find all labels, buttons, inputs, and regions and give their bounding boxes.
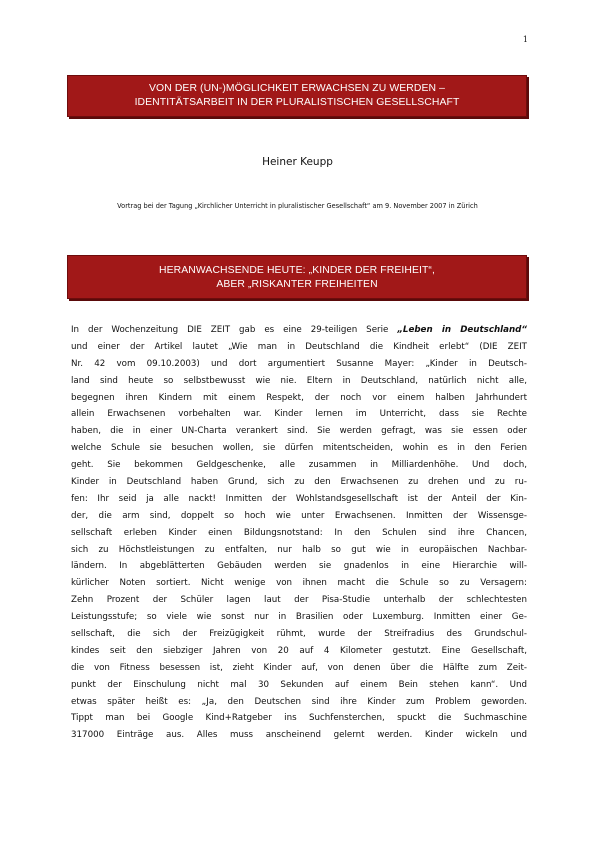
body-line: sich zu Höchstleistungen zu entfalten, nur halb so gut wie in europäischen Nachbar- <box>71 544 527 555</box>
body-line: haben, die in einer UN-Charta verankert sind. Sie werden gefragt, was sie essen oder <box>71 426 527 437</box>
body-line: etwas später heißt es: „Ja, den Deutschen sind ihre Kinder zum Problem geworden. <box>71 696 527 707</box>
title-banner <box>67 75 527 117</box>
body-line: ländern. In abgeblätterten Gebäuden werden sie gnadenlos in eine Hierarchie will- <box>71 561 527 572</box>
body-line: Leistungsstufe; so viele wie sonst nur in Brasilien oder Luxemburg. Inmitten einer Ge- <box>71 612 527 623</box>
body-line: der, die arm sind, doppelt so hoch wie unter Erwachsenen. Inmitten der Wissensge- <box>71 510 527 521</box>
section-banner <box>67 255 527 299</box>
body-line: Nr. 42 vom 09.10.2003) und dort argumentiert Susanne Mayer: „Kinder in Deutsch- <box>71 358 527 369</box>
body-line: fen: Ihr seid ja alle nackt! Inmitten der Wohlstandsgesellschaft ist der Anteil der Kin- <box>71 493 527 504</box>
body-line: Kinder in Deutschland haben Grund, sich zu den Erwachsenen zu drehen und zu ru- <box>71 477 527 488</box>
body-line: die von Fitness besessen ist, zieht Kinder auf, von denen über die Hälfte zum Zeit- <box>71 662 527 673</box>
lecture-subtitle: Vortrag bei der Tagung „Kirchlicher Unterricht in pluralistischer Gesellschaft“ am 9. November 2007 in Zürich <box>117 202 478 210</box>
section-line-1: HERANWACHSENDE HEUTE: „KINDER DER FREIHEIT“, <box>159 265 435 276</box>
title-line-2: IDENTITÄTSARBEIT IN DER PLURALISTISCHEN GESELLSCHAFT <box>134 97 460 108</box>
body-line <box>71 322 527 339</box>
body-line: Tippt man bei Google Kind+Ratgeber ins Suchfensterchen, spuckt die Suchmaschine <box>71 713 527 724</box>
body-line: Zehn Prozent der Schüler lagen laut der Pisa-Studie unterhalb der schlechtesten <box>71 595 527 606</box>
body-line-1-pre: In der Wochenzeitung DIE ZEIT gab es eine 29-teiligen Serie <box>71 325 398 335</box>
body-line: geht. Sie bekommen Geldgeschenke, alle zusammen in Milliardenhöhe. Und doch, <box>71 460 527 471</box>
body-line: kindes seit den siebziger Jahren von 20 auf 4 Kilometer gestutzt. Eine Gesellschaft, <box>71 645 527 656</box>
body-line: allein Erwachsenen vorbehalten war. Kinder lernen im Unterricht, dass sie Rechte <box>71 409 527 420</box>
body-line: und einer der Artikel lautet „Wie man in Deutschland die Kindheit erlebt“ (DIE ZEIT <box>71 341 527 352</box>
page-number: 1 <box>522 35 528 44</box>
body-line: 317000 Einträge aus. Alles muss anscheinend gelernt werden. Kinder wickeln und <box>71 730 527 741</box>
body-line: kürlicher Noten sortiert. Nicht wenige von ihnen macht die Schule so zu Versagern: <box>71 578 527 589</box>
body-line: welche Schule sie besuchen wollen, sie dürfen mitentscheiden, wohin es in den Ferien <box>71 443 527 454</box>
series-title-emphasis: „Leben in Deutschland“ <box>397 325 527 335</box>
author-name: Heiner Keupp <box>262 156 333 168</box>
body-line: sellschaft erleben Kinder einen Bildungsnotstand: In den Schulen sind ihre Chancen, <box>71 527 527 538</box>
title-line-1: VON DER (UN-)MÖGLICHKEIT ERWACHSEN ZU WERDEN – <box>149 83 445 94</box>
body-line: begegnen ihren Kindern mit einem Respekt, der noch vor einem halben Jahrhundert <box>71 392 527 403</box>
body-line: land sind heute so selbstbewusst wie nie. Eltern in Deutschland, natürlich nicht alle, <box>71 375 527 386</box>
body-line: punkt der Einschulung nicht mal 30 Sekunden auf einem Bein stehen kann“. Und <box>71 679 527 690</box>
section-line-2: ABER „RISKANTER FREIHEITEN <box>216 279 378 290</box>
body-line: sellschaft, die sich der Freizügigkeit rühmt, wurde der Streifradius des Grundschul- <box>71 629 527 640</box>
body-text <box>71 322 527 744</box>
